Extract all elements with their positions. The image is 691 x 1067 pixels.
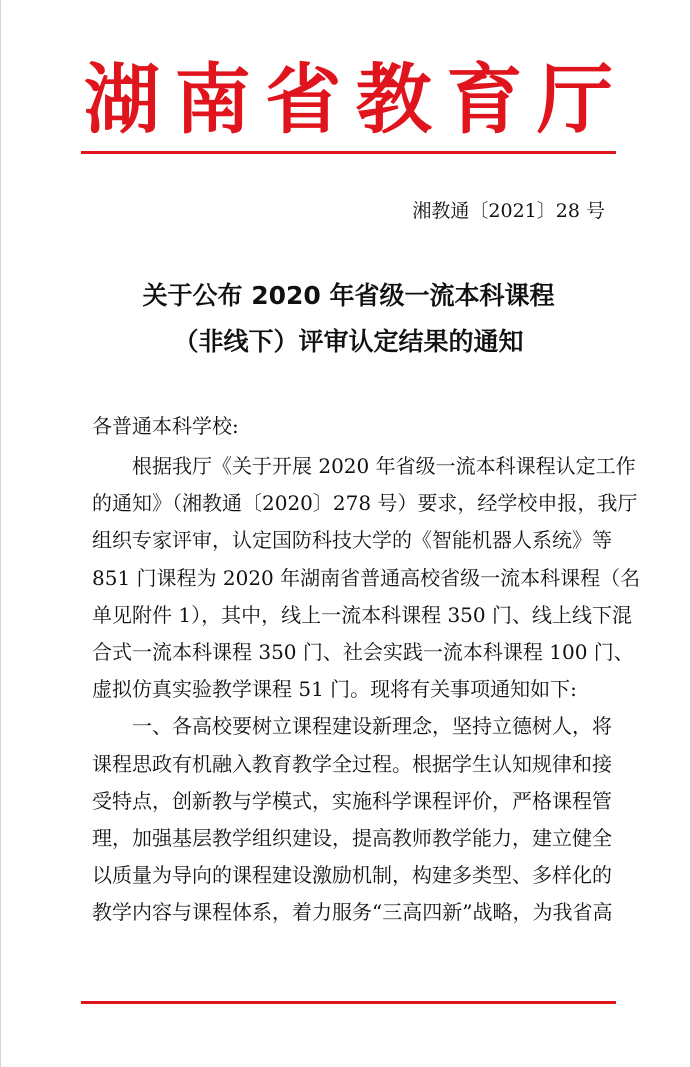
masthead-char: 省	[265, 55, 342, 144]
body-line: 851 门课程为 2020 年湖南省普通高校省级一流本科课程（名	[92, 565, 641, 590]
masthead-title	[81, 52, 616, 148]
notice-title-line-2: （非线下）评审认定结果的通知	[173, 327, 524, 356]
body-line: 合式一流本科课程 350 门、社会实践一流本科课程 100 门、	[92, 639, 634, 664]
body-line: 以质量为导向的课程建设激励机制，构建多类型、多样化的	[92, 863, 612, 888]
body-line: 课程思政有机融入教育教学全过程。根据学生认知规律和接	[92, 751, 612, 776]
body-line: 组织专家评审，认定国防科技大学的《智能机器人系统》等	[92, 528, 612, 553]
salutation: 各普通本科学校:	[92, 414, 239, 438]
masthead-char: 育	[446, 55, 523, 144]
footer-red-divider	[81, 1001, 616, 1004]
masthead-char: 教	[355, 55, 432, 144]
masthead-char: 湖	[84, 55, 160, 144]
body-line: 根据我厅《关于开展 2020 年省级一流本科课程认定工作	[132, 454, 636, 478]
notice-body	[92, 410, 641, 931]
header-red-divider	[81, 151, 616, 154]
body-line: 单见附件 1），其中，线上一流本科课程 350 门、线上线下混	[92, 602, 632, 627]
masthead-char: 南	[174, 55, 251, 144]
masthead-char: 厅	[536, 55, 613, 144]
body-line: 的通知》（湘教通〔2020〕278 号）要求，经学校申报，我厅	[92, 491, 638, 516]
body-line: 理，加强基层教学组织建设，提高教师教学能力，建立健全	[92, 825, 612, 850]
body-line: 虚拟仿真实验教学课程 51 门。现将有关事项通知如下:	[92, 677, 577, 702]
notice-title-line-1: 关于公布 2020 年省级一流本科课程	[142, 281, 555, 310]
document-number: 湘教通〔2021〕28 号	[412, 200, 605, 222]
body-line: 受特点，创新教与学模式，实施科学课程评价，严格课程管	[92, 788, 612, 813]
body-line: 一、各高校要树立课程建设新理念，坚持立德树人，将	[132, 714, 612, 739]
body-line: 教学内容与课程体系，着力服务“三高四新”战略，为我省高	[92, 900, 613, 925]
